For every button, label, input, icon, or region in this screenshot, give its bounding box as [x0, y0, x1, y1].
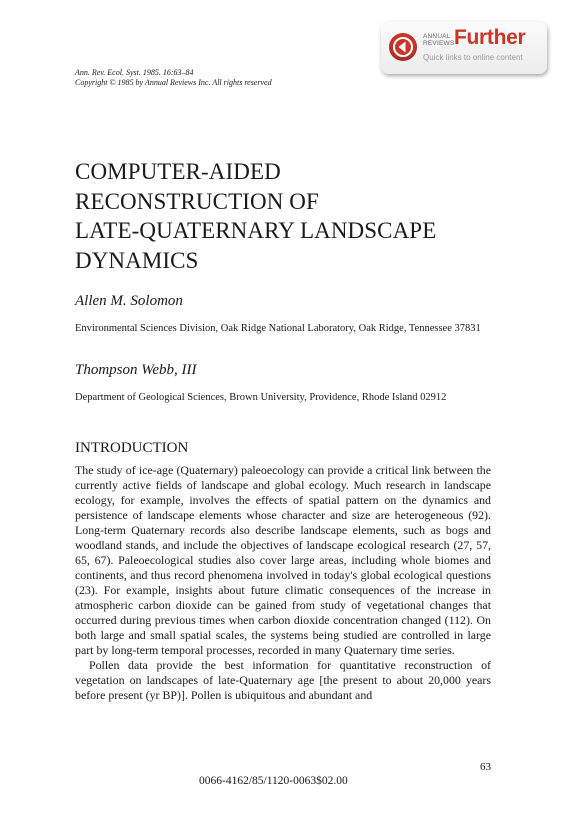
- author-affiliation-2: Department of Geological Sciences, Brown University, Providence, Rhode Island 02912: [75, 392, 447, 403]
- page-number: 63: [480, 761, 491, 773]
- badge-reviews-text: REVIEWS: [423, 40, 455, 47]
- badge-publisher-label: [423, 33, 455, 47]
- author-name-1: Allen M. Solomon: [75, 293, 183, 309]
- body-paragraph-2: Pollen data provide the best information for quantitative reconstruction of vegetation on landscapes of late-Quaternary age [the present to about 20,000 years before present (yr BP)]. Pollen is ubiquitous and abundant and: [75, 658, 491, 702]
- title-line-4: DYNAMICS: [75, 247, 199, 273]
- title-line-2: RECONSTRUCTION OF: [75, 188, 319, 214]
- article-code: 0066-4162/85/1120-0063$02.00: [199, 775, 348, 787]
- annual-reviews-further-badge[interactable]: [381, 22, 547, 74]
- journal-citation: [75, 68, 272, 88]
- body-paragraph-1: The study of ice-age (Quaternary) paleoecology can provide a critical link between the currently active fields of landscape and global ecology. Much research in landscape ecology, for example, involves the effects of spatial pattern on the dynamics and persistence of landscape elements whose character and size are heterogeneous (92). Long-term Quaternary records also describe landscape elements, such as bogs and woodland stands, and include the objectives of landscape ecological research (27, 57, 65, 67). Paleoecological studies also cover large areas, including whole biomes and continents, and thus record phenomena involved in today's global ecological questions (23). For example, insights about future climatic consequences of the increase in atmospheric carbon dioxide can be gained from study of vegetational changes that occurred during previous times when carbon dioxide concentration changed (112). On both large and small spatial scales, the systems being studied are controlled in large part by long-term temporal processes, recorded in many Quaternary time series.: [75, 463, 491, 657]
- body-text: [75, 463, 491, 703]
- title-line-3: LATE-QUATERNARY LANDSCAPE: [75, 218, 437, 243]
- badge-annual-text: ANNUAL: [423, 33, 451, 40]
- annual-reviews-arrow-icon: [389, 33, 417, 61]
- author-name-2: Thompson Webb, III: [75, 362, 197, 378]
- badge-tagline: Quick links to online content: [423, 53, 523, 62]
- citation-line-1: Ann. Rev. Ecol. Syst. 1985. 16:63–84: [75, 68, 194, 77]
- citation-line-2: Copyright © 1985 by Annual Reviews Inc. All rights reserved: [75, 78, 272, 87]
- title-line-1: COMPUTER-AIDED: [75, 159, 281, 184]
- article-title: [75, 157, 515, 275]
- badge-further-text: Further: [454, 26, 526, 49]
- section-heading: INTRODUCTION: [75, 440, 189, 456]
- author-affiliation-1: Environmental Sciences Division, Oak Ridge National Laboratory, Oak Ridge, Tennessee 37831: [75, 323, 481, 334]
